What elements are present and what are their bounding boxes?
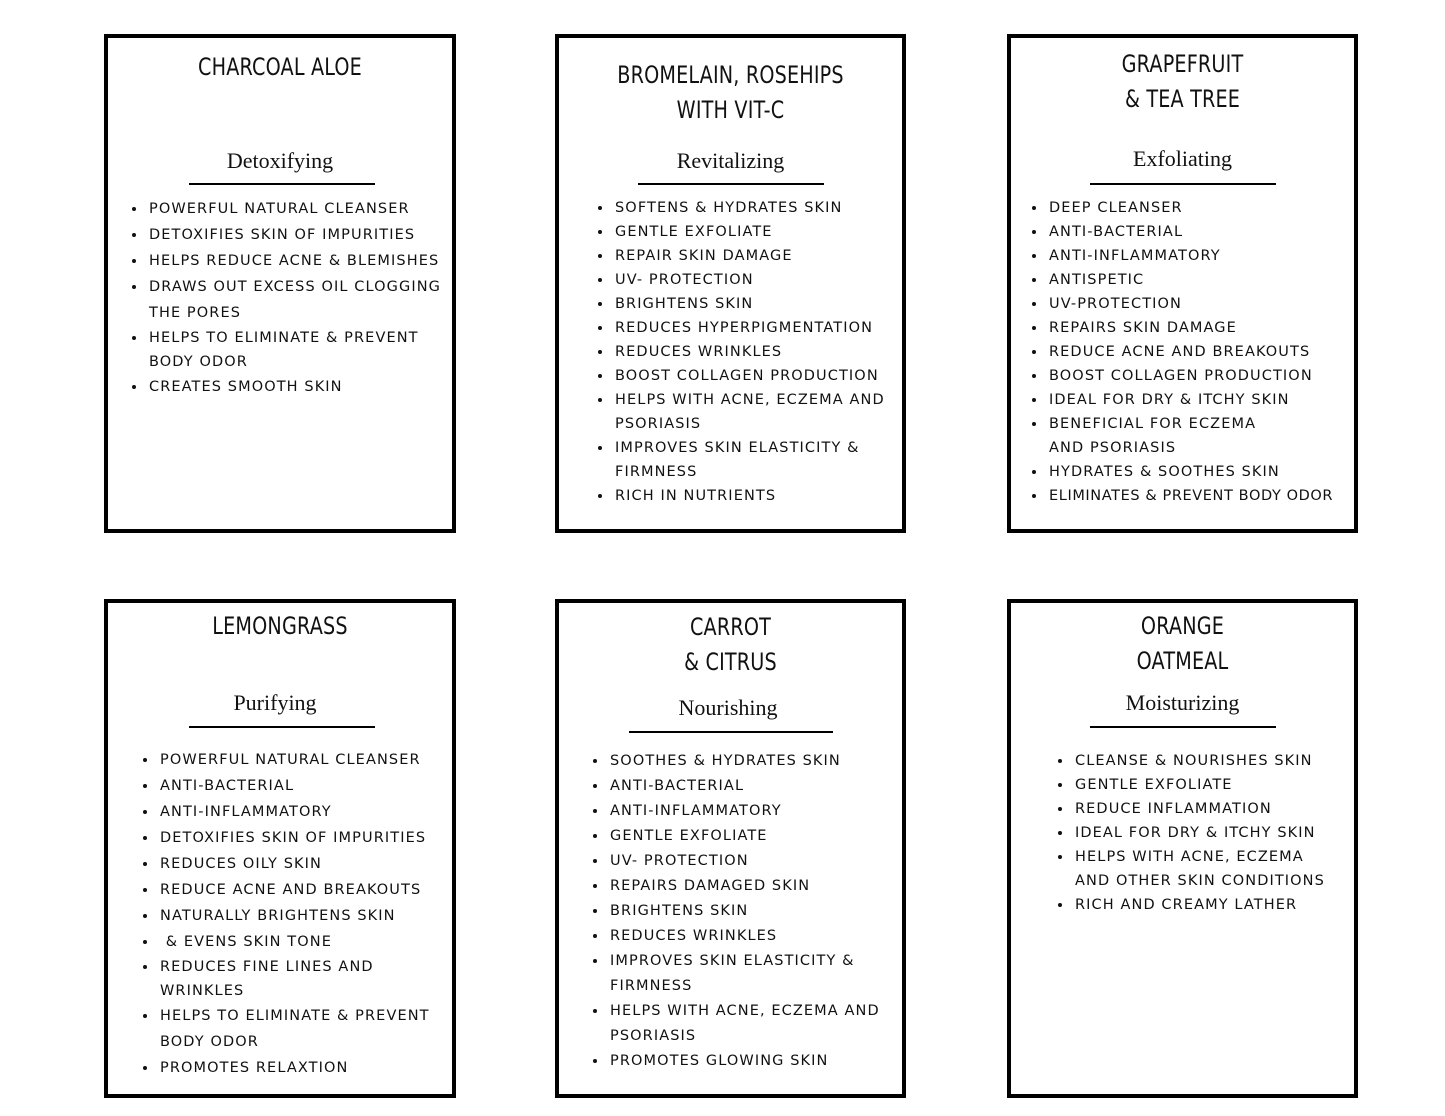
- benefit-item: • UV- PROTECTION: [608, 849, 898, 874]
- product-card-lemongrass: [104, 599, 456, 1098]
- benefit-item: • REDUCES WRINKLES: [613, 340, 903, 364]
- benefit-list: [1055, 749, 1335, 917]
- benefit-item: • REPAIRS DAMAGED SKIN: [608, 874, 898, 899]
- benefit-item: • POWERFUL NATURAL CLEANSER: [147, 196, 467, 222]
- benefit-item: • UV- PROTECTION: [613, 268, 903, 292]
- subtitle-underline: [638, 183, 824, 185]
- benefit-item: • RICH AND CREAMY LATHER: [1073, 893, 1335, 917]
- card-title: [1045, 609, 1319, 679]
- card-title-line: BROMELAIN, ROSEHIPS: [617, 61, 844, 89]
- card-title-line: OATMEAL: [1136, 647, 1229, 675]
- benefit-item: • HELPS REDUCE ACNE & BLEMISHES: [147, 248, 467, 274]
- benefit-item: • IDEAL FOR DRY & ITCHY SKIN: [1073, 821, 1335, 845]
- benefit-item: • REPAIRS SKIN DAMAGE: [1047, 316, 1373, 340]
- benefit-item: • HELPS WITH ACNE, ECZEMA AND OTHER SKIN CONDITIONS: [1073, 845, 1335, 893]
- benefit-item: • BRIGHTENS SKIN: [613, 292, 903, 316]
- benefit-item: • REDUCE ACNE AND BREAKOUTS: [1047, 340, 1373, 364]
- benefit-item: • HELPS WITH ACNE, ECZEMA AND PSORIASIS: [608, 999, 898, 1049]
- benefit-item: • ANTISPETIC: [1047, 268, 1373, 292]
- card-subtitle: Moisturizing: [1125, 690, 1240, 715]
- benefit-item: • POWERFUL NATURAL CLEANSER: [158, 747, 448, 773]
- benefit-item: • HYDRATES & SOOTHES SKIN: [1047, 460, 1373, 484]
- benefit-item: • REDUCE ACNE AND BREAKOUTS: [158, 877, 448, 903]
- benefit-item: • BRIGHTENS SKIN: [608, 899, 898, 924]
- benefit-item: • BOOST COLLAGEN PRODUCTION: [1047, 364, 1373, 388]
- benefit-item: • PROMOTES RELAXTION: [158, 1055, 448, 1081]
- benefit-list: [595, 196, 903, 508]
- benefit-item: • REDUCE INFLAMMATION: [1073, 797, 1335, 821]
- benefit-item: • ELIMINATES & PREVENT BODY ODOR: [1047, 484, 1373, 508]
- benefit-item: • GENTLE EXFOLIATE: [608, 824, 898, 849]
- card-title-line: CARROT: [689, 613, 772, 641]
- benefit-item: • CLEANSE & NOURISHES SKIN: [1073, 749, 1335, 773]
- card-title: [593, 610, 867, 680]
- benefit-item: • IMPROVES SKIN ELASTICITY & FIRMNESS: [608, 949, 898, 999]
- product-card-carrot-citrus: [555, 599, 906, 1098]
- benefit-item: • DRAWS OUT EXCESS OIL CLOGGING THE PORES: [147, 274, 467, 326]
- product-card-orange-oatmeal: [1007, 599, 1358, 1098]
- benefit-item: • ANTI-INFLAMMATORY: [1047, 244, 1373, 268]
- benefit-item: • UV-PROTECTION: [1047, 292, 1373, 316]
- benefit-item: • SOFTENS & HYDRATES SKIN: [613, 196, 903, 220]
- benefit-item: • DETOXIFIES SKIN OF IMPURITIES: [158, 825, 448, 851]
- benefit-item: • IMPROVES SKIN ELASTICITY & FIRMNESS: [613, 436, 903, 484]
- card-title-line: & TEA TREE: [1124, 85, 1241, 113]
- benefit-item: • HELPS TO ELIMINATE & PREVENT BODY ODOR: [158, 1003, 448, 1055]
- card-title-line: ORANGE: [1140, 612, 1225, 640]
- subtitle-underline: [189, 726, 375, 728]
- card-title-line: WITH VIT-C: [676, 96, 785, 124]
- benefit-item: • REDUCES HYPERPIGMENTATION: [613, 316, 903, 340]
- benefit-item: • HELPS TO ELIMINATE & PREVENT BODY ODOR: [147, 326, 467, 374]
- benefit-item: • RICH IN NUTRIENTS: [613, 484, 903, 508]
- benefit-item: • REDUCES FINE LINES AND WRINKLES: [158, 955, 390, 1003]
- benefit-item: • & EVENS SKIN TONE: [158, 929, 448, 955]
- product-card-grapefruit-tea-tree: [1007, 34, 1358, 533]
- benefit-item: • ANTI-INFLAMMATORY: [158, 799, 448, 825]
- benefit-item: • CREATES SMOOTH SKIN: [147, 374, 467, 400]
- card-title-line: CHARCOAL ALOE: [198, 53, 362, 81]
- benefit-item: • REPAIR SKIN DAMAGE: [613, 244, 903, 268]
- benefit-item: • REDUCES WRINKLES: [608, 924, 898, 949]
- benefit-item: • IDEAL FOR DRY & ITCHY SKIN: [1047, 388, 1373, 412]
- product-card-charcoal-aloe: [104, 34, 456, 533]
- benefit-list: [129, 196, 467, 400]
- card-title: [142, 609, 417, 644]
- card-title: [1045, 47, 1319, 117]
- benefit-list: [1029, 196, 1373, 508]
- card-subtitle: Nourishing: [678, 695, 778, 720]
- card-title: [142, 50, 417, 85]
- benefit-item: • ANTI-BACTERIAL: [1047, 220, 1373, 244]
- benefit-item: • ANTI-INFLAMMATORY: [608, 799, 898, 824]
- benefit-item: • PROMOTES GLOWING SKIN: [608, 1049, 898, 1074]
- benefit-item: • GENTLE EXFOLIATE: [1073, 773, 1335, 797]
- card-title-line: GRAPEFRUIT: [1121, 50, 1244, 78]
- benefit-item: • HELPS WITH ACNE, ECZEMA AND PSORIASIS: [613, 388, 903, 436]
- product-card-bromelain-rosehips: [555, 34, 906, 533]
- benefit-item: • SOOTHES & HYDRATES SKIN: [608, 749, 898, 774]
- subtitle-underline: [1090, 726, 1276, 728]
- benefit-item: • GENTLE EXFOLIATE: [613, 220, 903, 244]
- card-subtitle: Detoxifying: [226, 148, 334, 173]
- card-title: [593, 58, 867, 128]
- card-title-line: LEMONGRASS: [212, 612, 348, 640]
- benefit-item: • REDUCES OILY SKIN: [158, 851, 448, 877]
- subtitle-underline: [189, 183, 375, 185]
- benefit-item: • BENEFICIAL FOR ECZEMA AND PSORIASIS: [1047, 412, 1289, 460]
- benefit-item: • DETOXIFIES SKIN OF IMPURITIES: [147, 222, 467, 248]
- benefit-item: • DEEP CLEANSER: [1047, 196, 1373, 220]
- card-subtitle: Purifying: [233, 690, 317, 715]
- benefit-list: [140, 747, 448, 1081]
- card-subtitle: Exfoliating: [1133, 146, 1232, 171]
- benefit-item: • BOOST COLLAGEN PRODUCTION: [613, 364, 903, 388]
- subtitle-underline: [1090, 183, 1276, 185]
- benefit-item: • NATURALLY BRIGHTENS SKIN: [158, 903, 448, 929]
- card-subtitle: Revitalizing: [676, 148, 785, 173]
- benefit-item: • ANTI-BACTERIAL: [158, 773, 448, 799]
- benefit-item: • ANTI-BACTERIAL: [608, 774, 898, 799]
- subtitle-underline: [629, 731, 833, 733]
- benefit-list: [590, 749, 898, 1074]
- card-title-line: & CITRUS: [684, 648, 777, 676]
